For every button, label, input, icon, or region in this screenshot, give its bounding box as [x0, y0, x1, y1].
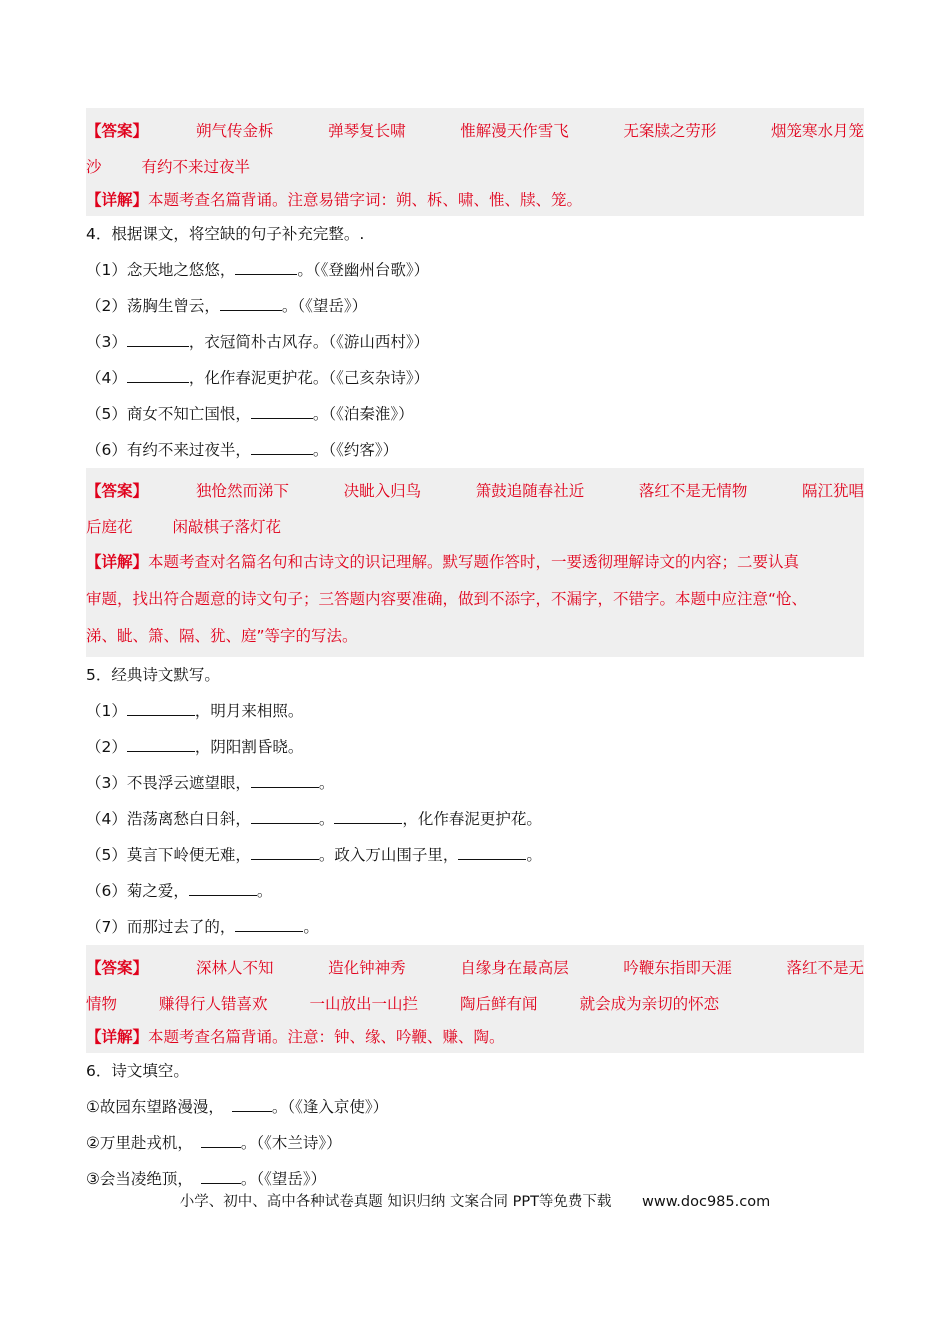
question-item: （3）不畏浮云遮望眼， 。 [86, 774, 335, 792]
question-item: （1）念天地之悠悠， 。（《登幽州台歌》） [86, 261, 430, 279]
question-item: （5）商女不知亡国恨， 。（《泊秦淮》） [86, 405, 414, 423]
answer-item: 朔气传金柝 [196, 122, 274, 140]
question-item: （5）莫言下岭便无难， 。政入万山围子里， 。 [86, 846, 542, 864]
answer-item: 深林人不知 [196, 959, 274, 977]
question-item: ③会当凌绝顶， 。（《望岳》） [86, 1170, 327, 1188]
answer-item: 陶后鲜有闻 [460, 995, 538, 1013]
answer-item: 烟笼寒水月笼 [770, 122, 864, 140]
answer-item: 闲敲棋子落灯花 [172, 518, 282, 536]
detail-line: 涕、眦、箫、隔、犹、庭”等字的写法。 [86, 627, 358, 645]
answer-item: 落红不是无情物 [638, 482, 748, 500]
question-title: 6．诗文填空。 [86, 1062, 189, 1080]
answer-item: 赚得行人错喜欢 [159, 995, 268, 1013]
answer-item: 吟鞭东指即天涯 [623, 959, 732, 977]
footer-text: 小学、初中、高中各种试卷真题 知识归纳 文案合同 PPT等免费下载 [179, 1194, 612, 1210]
detail-line: 审题，找出符合题意的诗文句子；三答题内容要准确，做到不添字，不漏字，不错字。本题中应注意“怆、 [86, 590, 808, 608]
detail-tag: 【详解】 [86, 191, 149, 209]
detail-tag: 【详解】 [86, 1028, 149, 1046]
question-item: （2） ，阴阳割昏晓。 [86, 738, 304, 756]
answer-item: 落红不是无 [786, 959, 864, 977]
question-title: 4．根据课文，将空缺的句子补充完整。. [86, 225, 365, 243]
answer-item: 隔江犹唱 [801, 482, 864, 500]
question-item: （7）而那过去了的， 。 [86, 918, 319, 936]
answer-block-3 [86, 945, 864, 1053]
answer-item: 造化钟神秀 [328, 959, 406, 977]
question-item: （4）浩荡离愁白日斜， 。 ，化作春泥更护花。 [86, 810, 542, 828]
detail-line: 本题考查对名篇名句和古诗文的识记理解。默写题作答时，一要透彻理解诗文的内容；二要认真 [148, 553, 800, 571]
question-item: （1） ，明月来相照。 [86, 702, 304, 720]
footer-url[interactable]: www.doc985.com [642, 1194, 771, 1210]
question-item: ①故园东望路漫漫， 。（《逢入京使》） [86, 1098, 389, 1116]
detail-paragraph [86, 544, 864, 655]
answer-tag: 【答案】 [86, 482, 149, 500]
answer-item: 决眦入归鸟 [343, 482, 422, 500]
detail-text: 本题考查名篇背诵。注意：钟、缘、吟鞭、赚、陶。 [148, 1028, 505, 1046]
question-title: 5．经典诗文默写。 [86, 666, 220, 684]
answer-item: 自缘身在最高层 [460, 959, 569, 977]
answer-item: 独怆然而涕下 [196, 482, 290, 500]
question-item: （4） ，化作春泥更护花。（《己亥杂诗》） [86, 369, 430, 387]
answer-item: 就会成为亲切的怀恋 [579, 995, 720, 1013]
answer-block-1 [86, 108, 864, 216]
question-item: （2）荡胸生曾云， 。（《望岳》） [86, 297, 368, 315]
question-item: （3） ，衣冠简朴古风存。（《游山西村》） [86, 333, 430, 351]
answer-item: 沙 [86, 158, 102, 176]
answer-tag: 【答案】 [86, 122, 149, 140]
answer-item: 惟解漫天作雪飞 [460, 122, 569, 140]
answer-item: 弹琴复长啸 [328, 122, 406, 140]
detail-text: 本题考查名篇背诵。注意易错字词：朔、柝、啸、惟、牍、笼。 [148, 191, 583, 209]
answer-item: 有约不来过夜半 [141, 158, 251, 176]
answer-tag: 【答案】 [86, 959, 149, 977]
answer-item: 无案牍之劳形 [623, 122, 717, 140]
answer-item: 情物 [86, 995, 118, 1013]
page-footer [0, 1190, 950, 1211]
detail-tag: 【详解】 [86, 553, 149, 571]
question-item: ②万里赴戎机， 。（《木兰诗》） [86, 1134, 342, 1152]
page-content [86, 108, 864, 1197]
question-item: （6）菊之爱， 。 [86, 882, 273, 900]
answer-item: 后庭花 [86, 518, 133, 536]
question-item: （6）有约不来过夜半， 。（《约客》） [86, 441, 399, 459]
answer-block-2 [86, 468, 864, 657]
answer-item: 一山放出一山拦 [309, 995, 419, 1013]
answer-item: 箫鼓追随春社近 [475, 482, 585, 500]
